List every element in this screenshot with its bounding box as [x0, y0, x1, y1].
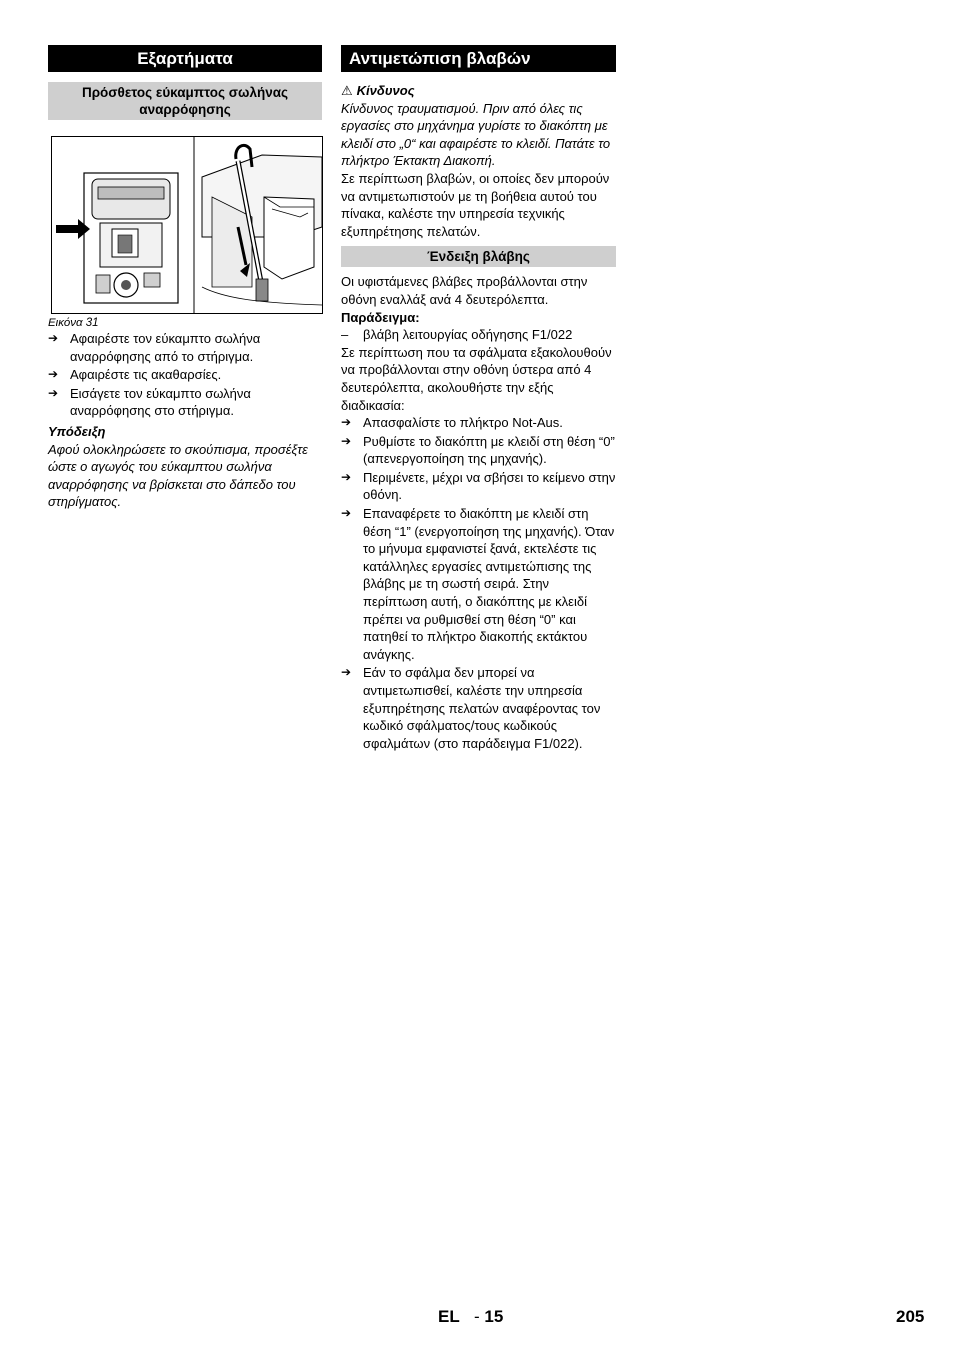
warning-icon: ⚠ [341, 83, 353, 98]
left-step-list [48, 330, 322, 420]
arrow-right-icon: ➔ [341, 433, 352, 448]
arrow-right-icon: ➔ [48, 385, 59, 400]
arrow-right-icon: ➔ [48, 331, 59, 345]
footer-page-number: 205 [896, 1307, 925, 1326]
subsection-title-suction-hose: Πρόσθετος εύκαμπτος σωλήνας αναρρόφησης [48, 82, 322, 120]
list-item: ➔ Ρυθμίστε το διακόπτη με κλειδί στη θέση “0” (απενεργοποίηση της μηχανής). [341, 433, 615, 467]
list-item: ➔ Περιμένετε, μέχρι να σβήσει το κείμενο στην οθόνη. [341, 469, 616, 503]
example-label: Παράδειγμα: [341, 309, 420, 325]
list-item: ➔ Επαναφέρετε το διακόπτη με κλειδί στη θέση “1” (ενεργοποίηση της μηχανής). Όταν το μήνυμα εμφανιστεί ξανά, εκτελέστε τις κατάλληλες εργασίες αντιμετώπισης της βλάβης με τη σωστή σειρά. Στην περίπτωση αυτή, ο διακόπτης με κλειδί πρέπει να ρυθμισθεί στη θέση “0” και πατηθεί το πλήκτρο διακοπής εκτάκτου ανάγκης. [341, 506, 615, 662]
arrow-right-icon: ➔ [341, 469, 352, 484]
note-text: Αφού ολοκληρώσετε το σκούπισμα, προσέξτε ώστε ο αγωγός του εύκαμπτου σωλήνα αναρρόφησης να βρίσκεται στο δάπεδο του στηρίγματος. [48, 441, 308, 510]
list-item: ➔ Εάν το σφάλμα δεν μπορεί να αντιμετωπισθεί, καλέστε την υπηρεσία εξυπηρέτησης πελατών αναφέροντας τον κωδικό σφάλματος/τους κωδικούς σφαλμάτων (στο παράδειγμα F1/022). [341, 665, 601, 751]
arrow-right-icon: ➔ [341, 506, 352, 521]
note-title: Υπόδειξη [48, 423, 106, 439]
subsection-title-fault-display: Ένδειξη βλάβης [341, 246, 616, 267]
danger-text: Κίνδυνος τραυματισμού. Πριν από όλες τις εργασίες στο μηχάνημα γυρίστε το διακόπτη με κλειδί στο „0“ και αφαιρέστε το κλειδί. Πατάτε το πλήκτρο Έκτακτη Διακοπή. [341, 100, 611, 169]
section-title-troubleshooting: Αντιμετώπιση βλαβών [341, 45, 616, 72]
intro-text: Σε περίπτωση βλαβών, οι οποίες δεν μπορούν να αντιμετωπιστούν με τη βοήθεια αυτού του πίνακα, καλέστε την υπηρεσία τεχνικής εξυπηρέτησης πελατών. [341, 170, 610, 239]
figure-31 [51, 136, 323, 314]
arrow-right-icon: ➔ [48, 367, 59, 382]
figure-caption: Εικόνα 31 [48, 317, 99, 329]
list-item: ➔ Εισάγετε τον εύκαμπτο σωλήνα αναρρόφησης στο στήριγμα. [48, 385, 251, 419]
list-item: ➔ Απασφαλίστε το πλήκτρο Not-Aus. [341, 415, 563, 431]
right-step-list [341, 414, 616, 752]
danger-heading: ⚠ Κίνδυνος [341, 83, 415, 98]
figure-31-illustration [52, 137, 322, 313]
persist-text: Σε περίπτωση που τα σφάλματα εξακολουθούν να προβάλλονται στην οθόνη ύστερα από 4 δευτερόλεπτα, ακολουθήστε την εξής διαδικασία: [341, 344, 612, 413]
display-text: Οι υφιστάμενες βλάβες προβάλλονται στην οθόνη εναλλάξ ανά 4 δευτερόλεπτα. [341, 274, 588, 307]
list-item: ➔ Αφαιρέστε τον εύκαμπτο σωλήνα αναρρόφησης από το στήριγμα. [48, 331, 261, 364]
left-column [48, 45, 322, 511]
right-column [341, 45, 616, 753]
section-title-accessories: Εξαρτήματα [48, 45, 322, 72]
arrow-right-icon: ➔ [341, 415, 352, 430]
example-item: – βλάβη λειτουργίας οδήγησης F1/022 [341, 327, 573, 343]
list-item: ➔ Αφαιρέστε τις ακαθαρσίες. [48, 367, 222, 383]
footer-language: EL [438, 1307, 460, 1326]
arrow-right-icon: ➔ [341, 665, 352, 680]
footer-local-page: - 15 [474, 1307, 504, 1326]
